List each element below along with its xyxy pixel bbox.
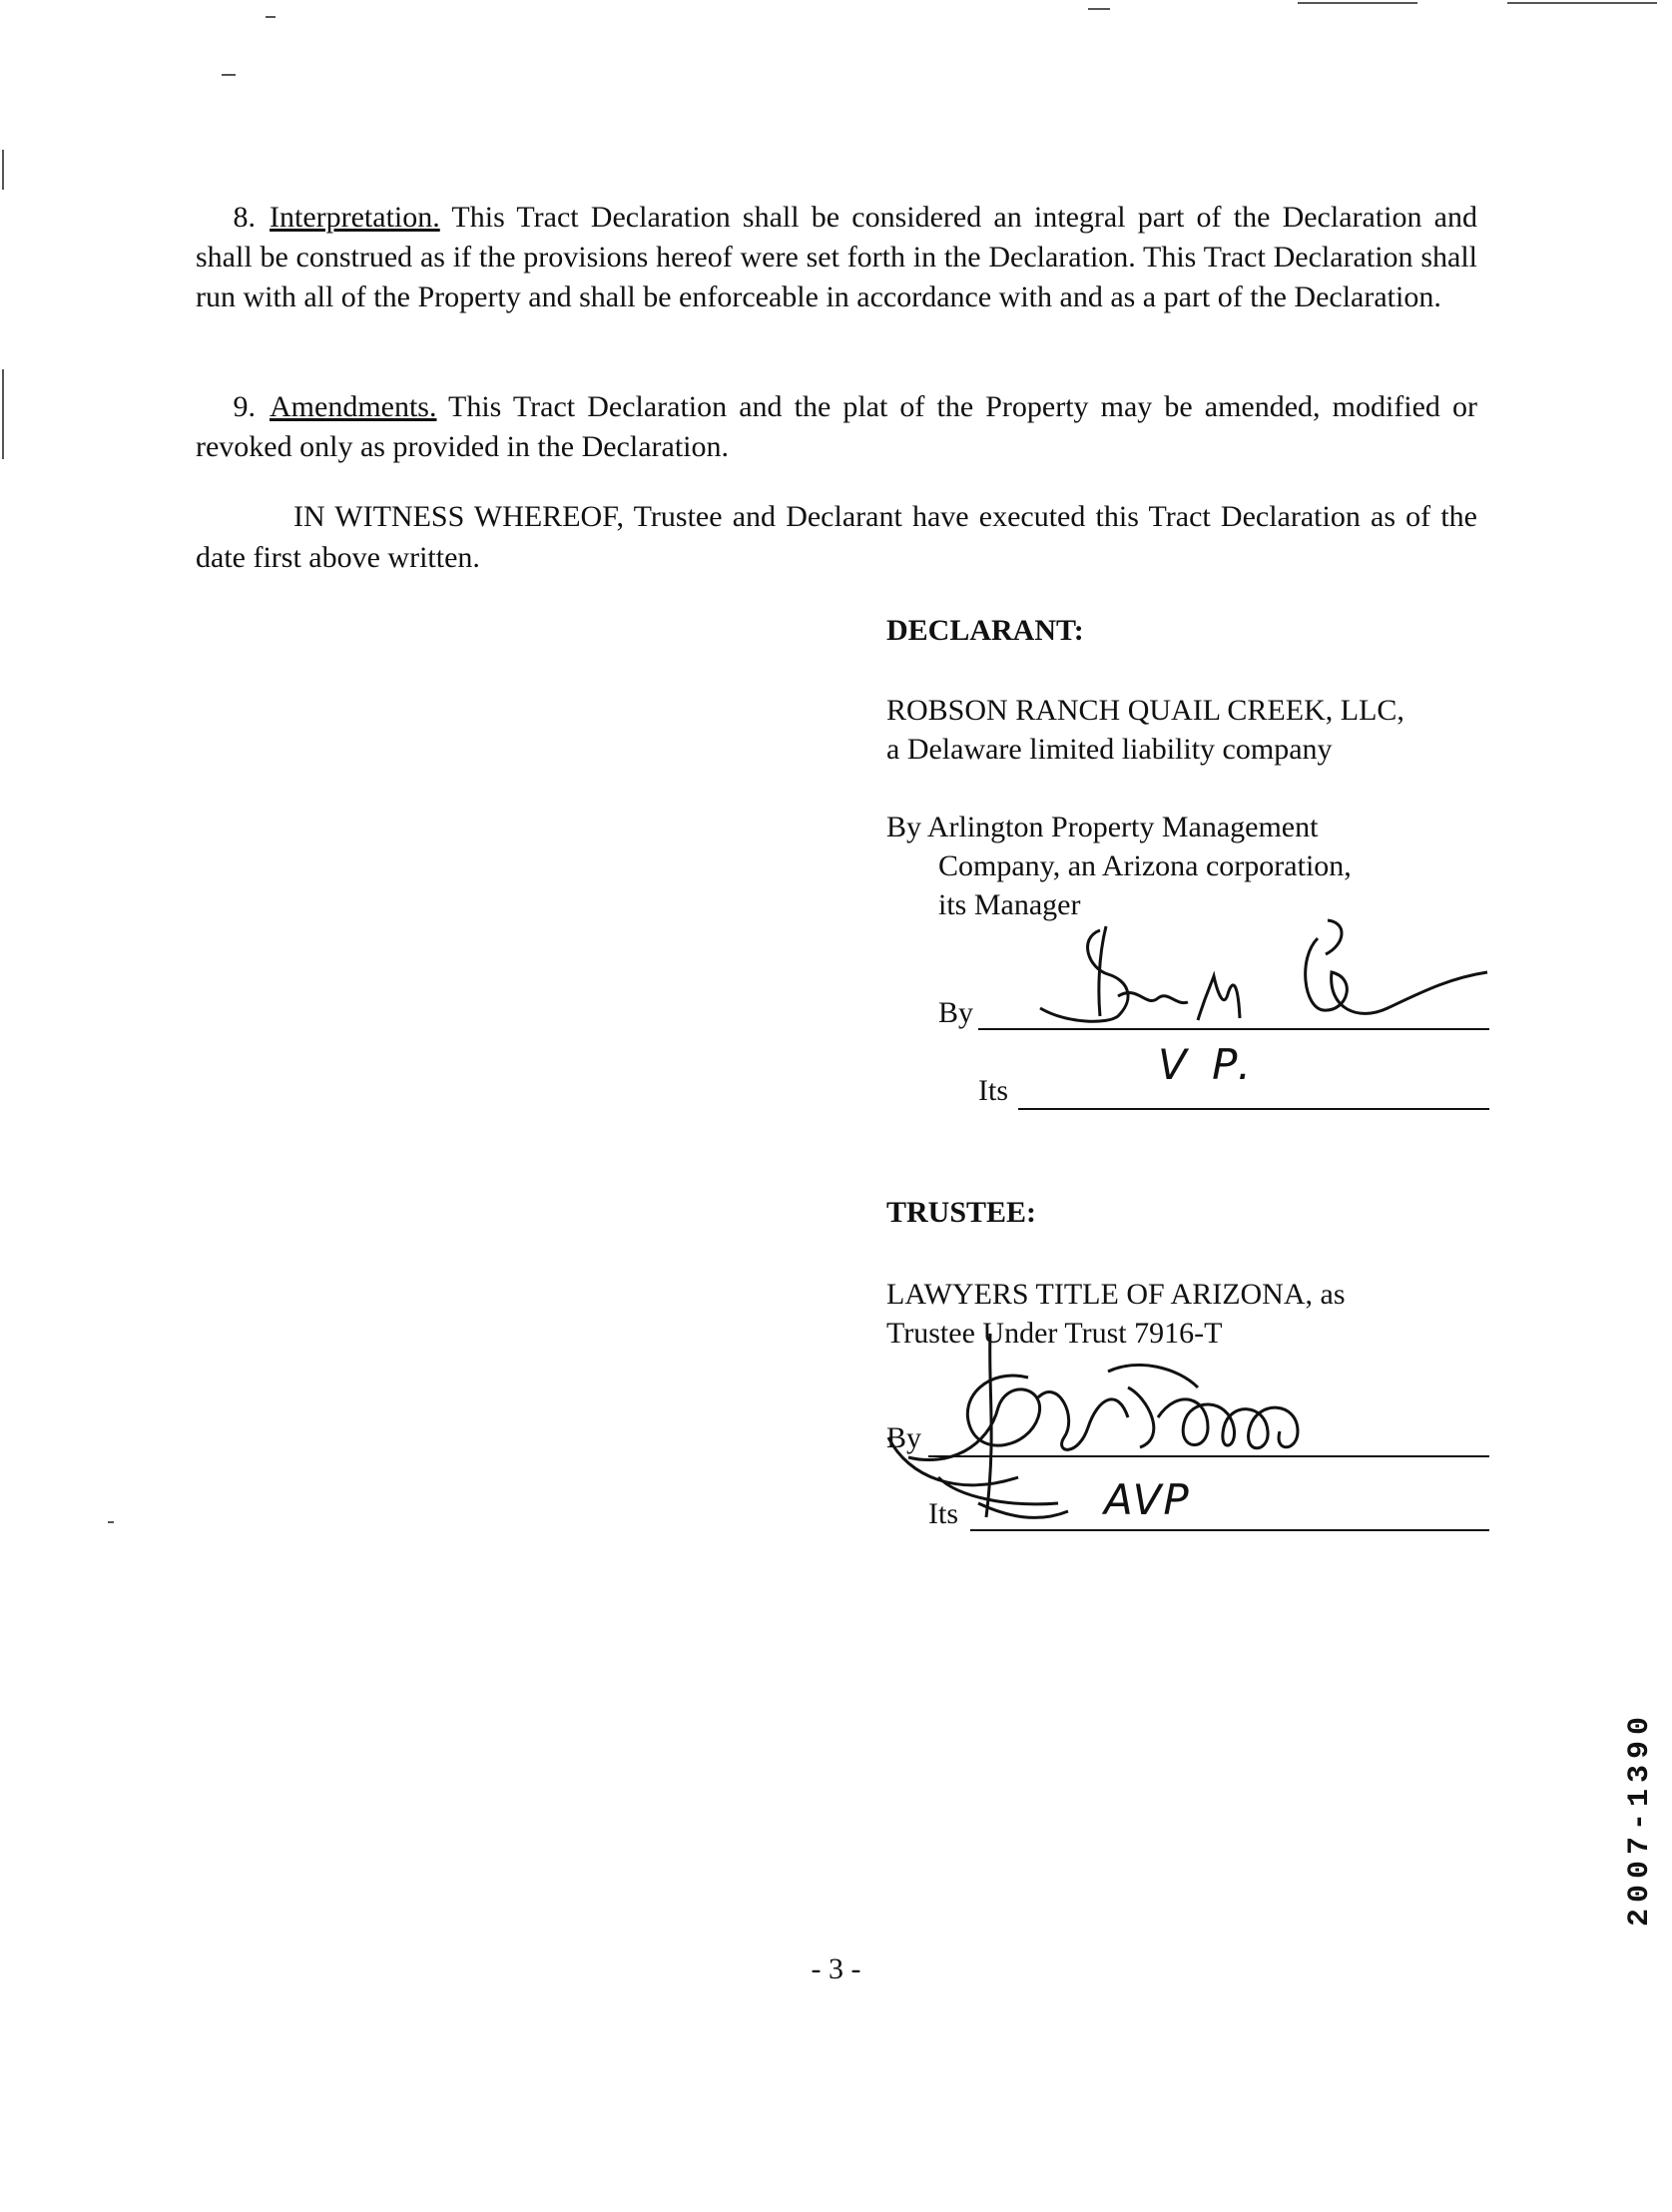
scan-mark	[2, 150, 4, 190]
recording-number-stamp	[1609, 1557, 1659, 1936]
scan-mark	[222, 74, 236, 76]
trustee-its-line	[928, 1497, 958, 1531]
page-number: - 3 -	[811, 1952, 861, 1985]
declarant-signature	[1028, 898, 1497, 1028]
by-label: By	[886, 1421, 922, 1454]
its-label: Its	[928, 1497, 958, 1530]
witness-clause: IN WITNESS WHEREOF, Trustee and Declarant have executed this Tract Declaration as of the date first above written.	[196, 500, 1477, 574]
declarant-by-manager-cont: Company, an Arizona corporation,	[938, 849, 1352, 882]
trustee-entity-name: LAWYERS TITLE OF ARIZONA, as	[886, 1278, 1346, 1311]
declarant-heading: DECLARANT:	[886, 614, 1084, 647]
trustee-heading: TRUSTEE:	[886, 1196, 1037, 1229]
declarant-signature-line	[938, 996, 973, 1030]
declarant-title-handwritten: V P.	[1158, 1040, 1257, 1089]
recording-number: 2007-1390	[1623, 1710, 1657, 1927]
scan-mark	[2, 369, 4, 459]
declarant-block	[886, 611, 1485, 924]
its-label: Its	[978, 1074, 1008, 1107]
paragraph-amendments	[196, 387, 1477, 467]
declarant-entity-name: ROBSON RANCH QUAIL CREEK, LLC,	[886, 694, 1404, 727]
paragraph-interpretation	[196, 198, 1477, 317]
scan-mark	[1507, 2, 1657, 4]
paragraph-text: This Tract Declaration and the plat of the Property may be amended, modified or revoked only as provided in the Declaration.	[196, 390, 1477, 463]
trustee-title-handwritten: AVP	[1104, 1475, 1191, 1524]
declarant-entity-type: a Delaware limited liability company	[886, 733, 1333, 766]
paragraph-number: 8.	[233, 201, 256, 234]
declarant-by-manager: By Arlington Property Management	[886, 811, 1319, 843]
scan-mark	[1298, 2, 1417, 4]
paragraph-heading: Amendments.	[270, 390, 437, 423]
paragraph-number: 9.	[233, 390, 256, 423]
declarant-its-line	[978, 1074, 1008, 1108]
its-rule	[970, 1529, 1489, 1531]
signature-rule	[978, 1028, 1489, 1030]
scan-mark	[108, 1521, 114, 1523]
trustee-entity-role: Trustee Under Trust 7916-T	[886, 1317, 1223, 1350]
declarant-by-manager-role: its Manager	[938, 888, 1081, 921]
paragraph-text: This Tract Declaration shall be considered an integral part of the Declaration and shall be construed as if the provisions hereof were set forth in the Declaration. This Tract Declaration shall run with all of the Property and shall be enforceable in accordance with and as a part of the Declaration.	[196, 201, 1477, 313]
scan-mark	[266, 16, 276, 18]
by-label: By	[938, 996, 974, 1029]
its-rule	[1018, 1108, 1489, 1110]
scan-mark	[1088, 8, 1110, 10]
paragraph-heading: Interpretation.	[270, 201, 440, 234]
